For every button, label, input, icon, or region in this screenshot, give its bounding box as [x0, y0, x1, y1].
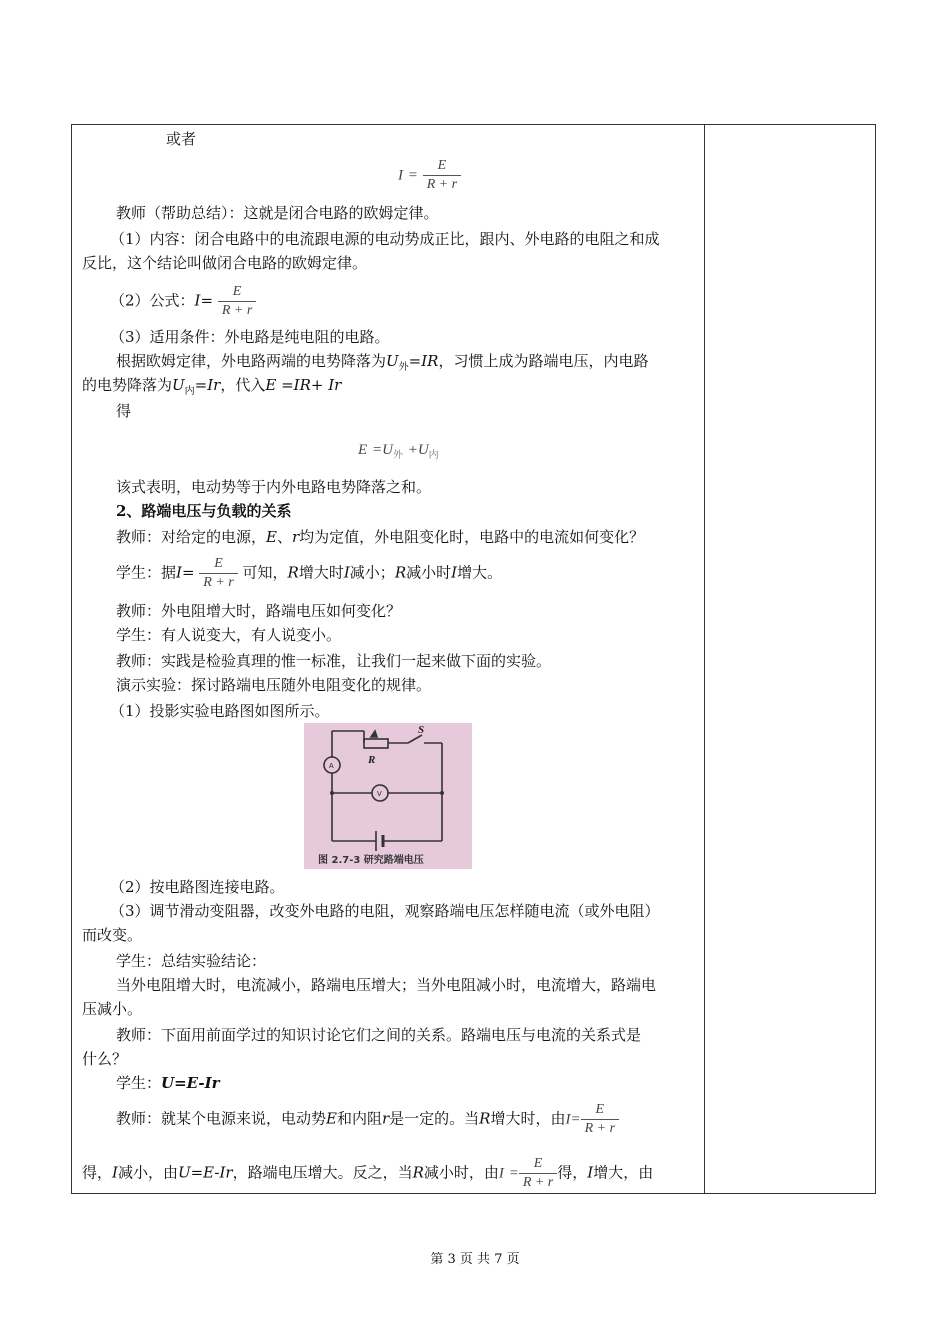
text-line: 反比，这个结论叫做闭合电路的欧姆定律。 — [82, 254, 368, 272]
text-line: 教师：下面用前面学过的知识讨论它们之间的关系。路端电压与电流的关系式是 — [116, 1026, 642, 1044]
text-line: （2）按电路图连接电路。 — [110, 878, 285, 896]
text-line: 教师（帮助总结）：这就是闭合电路的欧姆定律。 — [116, 204, 439, 222]
text-line: （3）调节滑动变阻器，改变外电路的电阻，观察路端电压怎样随电流（或外电阻） — [110, 902, 660, 920]
circuit-figure — [304, 723, 472, 869]
page-footer: 第 3 页 共 7 页 — [430, 1252, 520, 1267]
formula-line: （2）公式：I= $\frac{E}{R + r}$ — [110, 283, 696, 320]
text-line: 或者 — [166, 130, 197, 148]
formula-line: 得，I减小，由U=E-Ir，路端电压增大。反之，当R减小时，由I = $\frac{E}{R + r}$ 得，I增大，由 — [82, 1156, 654, 1190]
text-line: 该式表明，电动势等于内外电路电势降落之和。 — [116, 478, 432, 496]
formula-emf-sum: $E =U_外 +U_内$ — [358, 442, 439, 461]
content-table — [71, 124, 876, 1194]
text-line: 学生：U=E-Ir — [116, 1074, 220, 1092]
label-r: R — [368, 754, 376, 766]
text-line: （1）内容：闭合电路中的电流跟电源的电动势成正比，跟内、外电路的电阻之和成 — [110, 230, 660, 248]
text-line: 什么？ — [82, 1050, 128, 1068]
text-line: 教师：对给定的电源，E、r均为定值，外电阻变化时，电路中的电流如何变化？ — [116, 528, 645, 546]
text-line: 教师：实践是检验真理的惟一标准，让我们一起来做下面的实验。 — [116, 652, 552, 670]
ammeter-label: A — [329, 763, 334, 770]
section-heading: 2、路端电压与负载的关系 — [116, 502, 292, 520]
text-line: 学生：有人说变大，有人说变小。 — [116, 626, 342, 644]
text-line: 的电势降落为$U_内=Ir$，代入E =IR+ Ir — [82, 376, 342, 397]
text-line: 当外电阻增大时，电流减小，路端电压增大；当外电阻减小时，电流增大，路端电 — [116, 976, 657, 994]
text-line: 而改变。 — [82, 926, 143, 944]
column-divider — [704, 125, 705, 1193]
text-line: 学生：总结实验结论： — [116, 952, 267, 970]
figure-caption: 图 2.7-3 研究路端电压 — [318, 855, 424, 866]
text-line: （1）投影实验电路图如图所示。 — [110, 702, 330, 720]
text-line: 演示实验：探讨路端电压随外电阻变化的规律。 — [116, 676, 432, 694]
text-line: 教师：外电阻增大时，路端电压如何变化？ — [116, 602, 402, 620]
text-line: 得 — [116, 402, 132, 420]
label-s: S — [418, 724, 425, 736]
voltmeter-label: V — [377, 791, 382, 798]
text-line: 根据欧姆定律，外电路两端的电势降落为$U_外=IR$，习惯上成为路端电压，内电路 — [116, 352, 649, 373]
text-line: （3）适用条件：外电路是纯电阻的电路。 — [110, 328, 390, 346]
circuit-diagram — [304, 723, 472, 869]
text-line: 压减小。 — [82, 1000, 143, 1018]
formula-ohm-closed: I = $\frac{E}{R + r}$ — [398, 157, 950, 194]
formula-line: 学生：据I= $\frac{E}{R + r}$ 可知，R增大时I减小；R减小时I增大。 — [116, 556, 503, 590]
formula-line: 教师：就某个电源来说，电动势E和内阻r是一定的。当R增大时，由I= $\frac{E}{R + r}$ — [116, 1101, 702, 1138]
